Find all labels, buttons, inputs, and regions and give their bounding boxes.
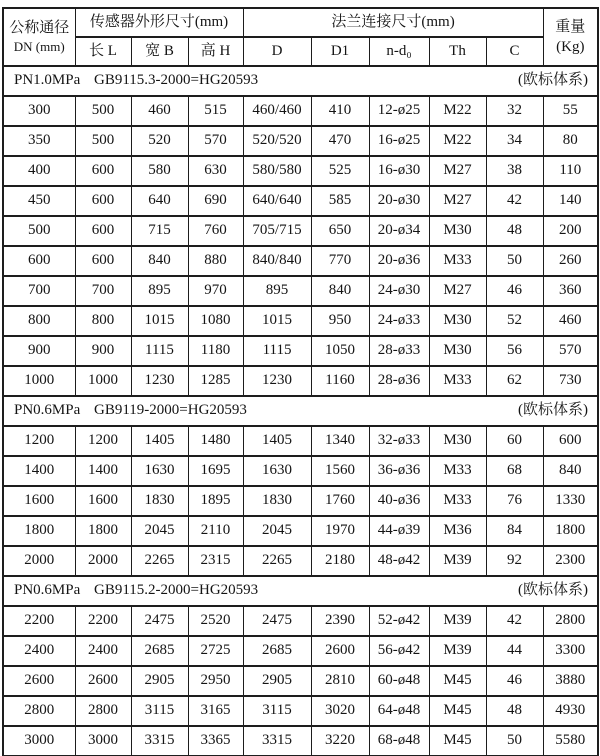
section-row [3, 66, 598, 96]
table-cell: 55 [543, 96, 598, 126]
table-cell: 730 [543, 366, 598, 396]
table-cell: 2800 [3, 696, 75, 726]
table-row [3, 336, 598, 366]
table-cell: 800 [3, 306, 75, 336]
table-cell: 840 [543, 456, 598, 486]
table-cell: 1405 [243, 426, 311, 456]
table-cell: 3115 [243, 696, 311, 726]
table-cell: M33 [429, 246, 486, 276]
table-cell: M27 [429, 276, 486, 306]
table-row [3, 696, 598, 726]
table-body [3, 66, 598, 756]
table-cell: 1405 [131, 426, 188, 456]
table-cell: 470 [311, 126, 369, 156]
table-row [3, 366, 598, 396]
table-cell: 2300 [543, 546, 598, 576]
table-cell: 460/460 [243, 96, 311, 126]
section-header-cell [3, 576, 598, 606]
table-cell: M45 [429, 696, 486, 726]
table-cell: 32 [486, 96, 543, 126]
table-header [3, 8, 598, 66]
table-cell: 2950 [188, 666, 243, 696]
table-cell: 1400 [3, 456, 75, 486]
table-cell: 1560 [311, 456, 369, 486]
table-cell: 1760 [311, 486, 369, 516]
table-cell: 1200 [3, 426, 75, 456]
header-length-l: 长 L [75, 37, 131, 66]
table-cell: 46 [486, 666, 543, 696]
table-cell: 2265 [131, 546, 188, 576]
table-cell: 1015 [131, 306, 188, 336]
table-cell: M39 [429, 636, 486, 666]
table-cell: 2110 [188, 516, 243, 546]
table-cell: 84 [486, 516, 543, 546]
table-cell: 640/640 [243, 186, 311, 216]
table-cell: 350 [3, 126, 75, 156]
section-pressure-rating: PN1.0MPa [14, 72, 81, 89]
table-cell: 450 [3, 186, 75, 216]
table-cell: 700 [3, 276, 75, 306]
table-cell: M33 [429, 366, 486, 396]
table-row [3, 666, 598, 696]
table-cell: 950 [311, 306, 369, 336]
table-cell: 1230 [243, 366, 311, 396]
table-cell: 2800 [543, 606, 598, 636]
table-cell: 3315 [243, 726, 311, 756]
table-cell: 68 [486, 456, 543, 486]
table-cell: 28-ø36 [369, 366, 429, 396]
table-cell: M33 [429, 486, 486, 516]
table-cell: 42 [486, 186, 543, 216]
table-cell: 840 [311, 276, 369, 306]
table-cell: M45 [429, 726, 486, 756]
table-cell: 110 [543, 156, 598, 186]
table-cell: 32-ø33 [369, 426, 429, 456]
table-cell: 20-ø30 [369, 186, 429, 216]
table-cell: 1630 [131, 456, 188, 486]
table-cell: 2520 [188, 606, 243, 636]
table-cell: 1160 [311, 366, 369, 396]
header-height-h: 高 H [188, 37, 243, 66]
table-row [3, 516, 598, 546]
table-cell: 64-ø48 [369, 696, 429, 726]
table-cell: 1800 [3, 516, 75, 546]
table-cell: 3220 [311, 726, 369, 756]
header-nominal-diameter-title: 公称通径 [9, 20, 70, 37]
section-pressure-rating: PN0.6MPa [14, 582, 81, 599]
table-cell: 1970 [311, 516, 369, 546]
table-cell: 1330 [543, 486, 598, 516]
section-header-inner [14, 72, 588, 89]
table-row [3, 306, 598, 336]
table-row [3, 276, 598, 306]
table-cell: 80 [543, 126, 598, 156]
table-cell: 360 [543, 276, 598, 306]
table-cell: 2600 [3, 666, 75, 696]
header-sensor-dimensions-group: 传感器外形尺寸(mm) [75, 8, 243, 37]
table-cell: 1000 [3, 366, 75, 396]
table-cell: 2000 [75, 546, 131, 576]
table-cell: 570 [188, 126, 243, 156]
table-cell: 800 [75, 306, 131, 336]
table-cell: 460 [131, 96, 188, 126]
table-cell: 50 [486, 726, 543, 756]
table-cell: 2200 [75, 606, 131, 636]
table-cell: 44-ø39 [369, 516, 429, 546]
header-width-b: 宽 B [131, 37, 188, 66]
section-row [3, 576, 598, 606]
header-c: C [486, 37, 543, 66]
table-cell: 700 [75, 276, 131, 306]
section-header-left [14, 72, 258, 89]
table-cell: 520/520 [243, 126, 311, 156]
table-cell: 24-ø33 [369, 306, 429, 336]
table-cell: 2810 [311, 666, 369, 696]
header-flange-dimensions-group: 法兰连接尺寸(mm) [243, 8, 543, 37]
table-row [3, 726, 598, 756]
table-cell: 690 [188, 186, 243, 216]
table-row [3, 126, 598, 156]
table-cell: 1080 [188, 306, 243, 336]
table-cell: 2475 [131, 606, 188, 636]
table-cell: M30 [429, 336, 486, 366]
table-cell: 3300 [543, 636, 598, 666]
table-cell: 16-ø30 [369, 156, 429, 186]
table-row [3, 456, 598, 486]
table-cell: 1830 [243, 486, 311, 516]
table-cell: 52 [486, 306, 543, 336]
table-cell: 2475 [243, 606, 311, 636]
table-cell: 48 [486, 216, 543, 246]
table-cell: 600 [543, 426, 598, 456]
table-cell: 2905 [243, 666, 311, 696]
section-note: (欧标体系) [518, 582, 589, 599]
header-n-d0: n-d₀ [369, 37, 429, 66]
section-standard-code: GB9115.2-2000=HG20593 [94, 582, 259, 599]
table-cell: 44 [486, 636, 543, 666]
table-cell: 38 [486, 156, 543, 186]
header-weight-title: 重量 [555, 18, 586, 35]
table-cell: 36-ø36 [369, 456, 429, 486]
table-cell: 2000 [3, 546, 75, 576]
table-cell: M36 [429, 516, 486, 546]
table-row [3, 156, 598, 186]
table-cell: 62 [486, 366, 543, 396]
table-cell: 1600 [75, 486, 131, 516]
table-cell: 40-ø36 [369, 486, 429, 516]
table-cell: 20-ø36 [369, 246, 429, 276]
table-cell: 1230 [131, 366, 188, 396]
table-cell: 2315 [188, 546, 243, 576]
table-row [3, 216, 598, 246]
table-cell: 840 [131, 246, 188, 276]
table-cell: 410 [311, 96, 369, 126]
table-cell: 2905 [131, 666, 188, 696]
table-cell: M30 [429, 306, 486, 336]
table-cell: 3165 [188, 696, 243, 726]
table-cell: 300 [3, 96, 75, 126]
table-cell: M45 [429, 666, 486, 696]
table-row [3, 636, 598, 666]
table-cell: 760 [188, 216, 243, 246]
table-cell: M22 [429, 126, 486, 156]
table-cell: 895 [243, 276, 311, 306]
table-cell: 28-ø33 [369, 336, 429, 366]
table-cell: 500 [75, 96, 131, 126]
table-row [3, 606, 598, 636]
table-cell: 1480 [188, 426, 243, 456]
table-cell: 2390 [311, 606, 369, 636]
table-row [3, 426, 598, 456]
table-cell: 3115 [131, 696, 188, 726]
table-cell: 570 [543, 336, 598, 366]
table-row [3, 96, 598, 126]
header-weight-unit: (Kg) [556, 39, 585, 55]
table-cell: 500 [3, 216, 75, 246]
table-cell: 400 [3, 156, 75, 186]
table-cell: 1695 [188, 456, 243, 486]
table-cell: 2400 [3, 636, 75, 666]
table-cell: 60 [486, 426, 543, 456]
table-cell: 2045 [131, 516, 188, 546]
table-cell: 24-ø30 [369, 276, 429, 306]
table-cell: 705/715 [243, 216, 311, 246]
header-nominal-diameter-unit: DN (mm) [13, 39, 65, 55]
table-cell: 1115 [243, 336, 311, 366]
table-cell: 200 [543, 216, 598, 246]
header-d: D [243, 37, 311, 66]
table-cell: 20-ø34 [369, 216, 429, 246]
section-pressure-rating: PN0.6MPa [14, 402, 81, 419]
table-cell: 520 [131, 126, 188, 156]
table-cell: 52-ø42 [369, 606, 429, 636]
table-cell: 2180 [311, 546, 369, 576]
table-cell: 840/840 [243, 246, 311, 276]
table-cell: 2685 [243, 636, 311, 666]
table-cell: 970 [188, 276, 243, 306]
table-cell: M39 [429, 606, 486, 636]
table-cell: 3315 [131, 726, 188, 756]
table-cell: 600 [3, 246, 75, 276]
header-th: Th [429, 37, 486, 66]
section-header-left [14, 582, 258, 599]
table-cell: 650 [311, 216, 369, 246]
table-cell: 46 [486, 276, 543, 306]
table-cell: 3880 [543, 666, 598, 696]
table-cell: 460 [543, 306, 598, 336]
table-cell: 1830 [131, 486, 188, 516]
table-cell: 1340 [311, 426, 369, 456]
header-nominal-diameter [3, 8, 75, 66]
table-cell: 48-ø42 [369, 546, 429, 576]
table-cell: 2725 [188, 636, 243, 666]
table-cell: 515 [188, 96, 243, 126]
table-cell: 1600 [3, 486, 75, 516]
table-cell: 3000 [75, 726, 131, 756]
table-cell: 1800 [75, 516, 131, 546]
table-cell: 2200 [3, 606, 75, 636]
table-cell: 2685 [131, 636, 188, 666]
table-cell: 770 [311, 246, 369, 276]
table-cell: 3000 [3, 726, 75, 756]
table-cell: 34 [486, 126, 543, 156]
table-cell: 2800 [75, 696, 131, 726]
section-note: (欧标体系) [518, 402, 589, 419]
table-row [3, 246, 598, 276]
table-cell: 48 [486, 696, 543, 726]
table-cell: 640 [131, 186, 188, 216]
table-cell: 580 [131, 156, 188, 186]
table-cell: M27 [429, 156, 486, 186]
section-row [3, 396, 598, 426]
table-cell: 1115 [131, 336, 188, 366]
table-cell: 60-ø48 [369, 666, 429, 696]
table-cell: 600 [75, 246, 131, 276]
table-cell: 1050 [311, 336, 369, 366]
table-cell: 1180 [188, 336, 243, 366]
table-cell: M30 [429, 216, 486, 246]
table-cell: 1630 [243, 456, 311, 486]
table-row [3, 186, 598, 216]
table-cell: 3020 [311, 696, 369, 726]
table-cell: 525 [311, 156, 369, 186]
table-row [3, 546, 598, 576]
dimension-spec-table [2, 7, 599, 756]
table-cell: 895 [131, 276, 188, 306]
table-cell: 50 [486, 246, 543, 276]
table-cell: M33 [429, 456, 486, 486]
table-cell: 600 [75, 186, 131, 216]
table-cell: 1200 [75, 426, 131, 456]
table-cell: M22 [429, 96, 486, 126]
table-cell: 630 [188, 156, 243, 186]
table-cell: 4930 [543, 696, 598, 726]
section-header-inner [14, 402, 588, 419]
table-cell: 900 [3, 336, 75, 366]
table-cell: 1895 [188, 486, 243, 516]
section-header-left [14, 402, 247, 419]
table-cell: 12-ø25 [369, 96, 429, 126]
header-weight [543, 8, 598, 66]
section-header-inner [14, 582, 588, 599]
table-cell: 42 [486, 606, 543, 636]
table-cell: 92 [486, 546, 543, 576]
table-cell: 600 [75, 216, 131, 246]
table-cell: 1285 [188, 366, 243, 396]
table-cell: 56-ø42 [369, 636, 429, 666]
section-header-cell [3, 396, 598, 426]
table-cell: 5580 [543, 726, 598, 756]
table-cell: M27 [429, 186, 486, 216]
table-cell: 16-ø25 [369, 126, 429, 156]
table-cell: 880 [188, 246, 243, 276]
table-row [3, 486, 598, 516]
table-cell: 715 [131, 216, 188, 246]
table-cell: 2600 [311, 636, 369, 666]
table-cell: 1015 [243, 306, 311, 336]
table-cell: 56 [486, 336, 543, 366]
table-cell: 1400 [75, 456, 131, 486]
section-note: (欧标体系) [518, 72, 589, 89]
table-cell: 500 [75, 126, 131, 156]
section-header-cell [3, 66, 598, 96]
table-cell: 3365 [188, 726, 243, 756]
table-cell: 585 [311, 186, 369, 216]
table-cell: 900 [75, 336, 131, 366]
table-cell: 140 [543, 186, 598, 216]
section-standard-code: GB9119-2000=HG20593 [94, 402, 247, 419]
table-cell: 1000 [75, 366, 131, 396]
table-cell: 600 [75, 156, 131, 186]
table-cell: 2400 [75, 636, 131, 666]
table-cell: 68-ø48 [369, 726, 429, 756]
table-cell: 2265 [243, 546, 311, 576]
table-cell: 1800 [543, 516, 598, 546]
table-cell: 2600 [75, 666, 131, 696]
table-cell: M39 [429, 546, 486, 576]
table-cell: 260 [543, 246, 598, 276]
section-standard-code: GB9115.3-2000=HG20593 [94, 72, 259, 89]
table-cell: 580/580 [243, 156, 311, 186]
table-cell: M30 [429, 426, 486, 456]
table-cell: 76 [486, 486, 543, 516]
header-d1: D1 [311, 37, 369, 66]
table-cell: 2045 [243, 516, 311, 546]
